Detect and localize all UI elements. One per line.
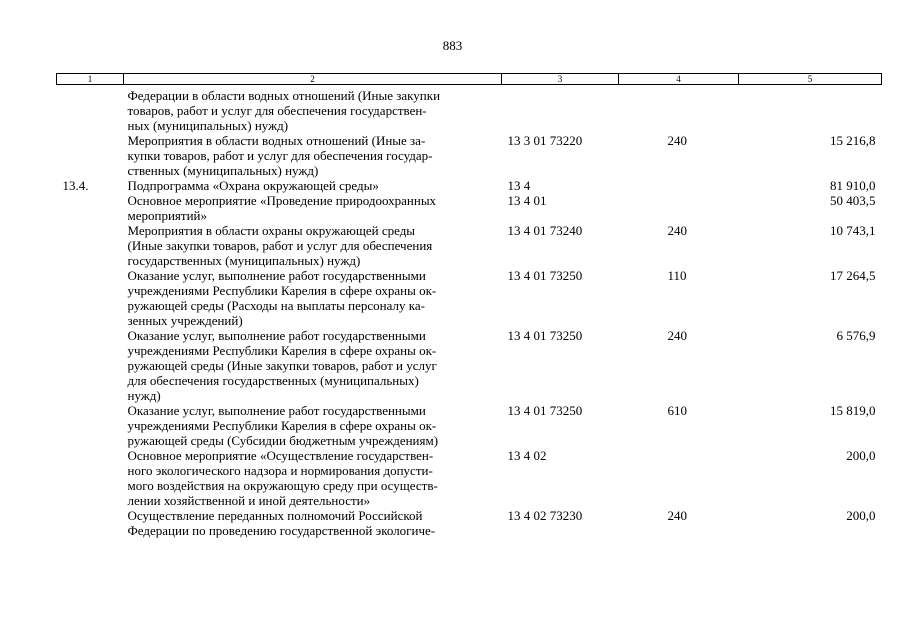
row-name-line: зенных учреждений) <box>127 313 243 328</box>
row-number <box>57 133 124 178</box>
row-expense-type: 110 <box>667 268 687 283</box>
column-header-3: 3 <box>502 74 619 85</box>
row-name <box>124 178 502 193</box>
row-name-line: Основное мероприятие «Проведение природоохранных <box>127 193 437 208</box>
row-number <box>57 448 124 508</box>
row-amount: 50 403,5 <box>830 193 876 208</box>
row-name <box>124 133 502 178</box>
table-row <box>57 133 882 178</box>
row-code: 13 3 01 73220 <box>507 133 583 148</box>
row-name-line: мого воздействия на окружающую среду при осуществ- <box>127 478 438 493</box>
row-name-line: учреждениями Республики Карелия в сфере охраны ок- <box>127 418 437 433</box>
row-name-line: Мероприятия в области водных отношений (Иные за- <box>127 133 426 148</box>
row-name-line: купки товаров, работ и услуг для обеспечения государ- <box>127 148 433 163</box>
row-name-line: лении хозяйственной и иной деятельности» <box>127 493 371 508</box>
row-name <box>124 223 502 268</box>
table-row <box>57 448 882 508</box>
row-name <box>124 403 502 448</box>
row-name-line: ружающей среды (Расходы на выплаты персоналу ка- <box>127 298 425 313</box>
table-row <box>57 193 882 223</box>
row-name-line: ружающей среды (Иные закупки товаров, работ и услуг <box>127 358 437 373</box>
row-expense-type: 240 <box>667 328 687 343</box>
table-row <box>57 403 882 448</box>
row-name-line: Федерации по проведению государственной экологиче- <box>127 523 436 538</box>
row-code: 13 4 02 <box>507 448 547 463</box>
row-name-line: (Иные закупки товаров, работ и услуг для обеспечения <box>127 238 433 253</box>
row-expense-type <box>619 85 739 134</box>
row-number: 13.4. <box>62 178 89 193</box>
row-amount: 81 910,0 <box>830 178 876 193</box>
column-header-2: 2 <box>124 74 502 85</box>
row-name-line: учреждениями Республики Карелия в сфере охраны ок- <box>127 343 437 358</box>
row-name-line: Оказание услуг, выполнение работ государственными <box>127 268 426 283</box>
row-code: 13 4 01 73240 <box>507 223 583 238</box>
row-number <box>57 403 124 448</box>
row-amount: 15 819,0 <box>830 403 876 418</box>
row-expense-type: 240 <box>667 133 687 148</box>
row-name <box>124 268 502 328</box>
row-name <box>124 508 502 538</box>
row-amount: 200,0 <box>846 448 876 463</box>
row-name-line: учреждениями Республики Карелия в сфере охраны ок- <box>127 283 437 298</box>
row-name <box>124 193 502 223</box>
row-name-line: мероприятий» <box>127 208 207 223</box>
row-code: 13 4 02 73230 <box>507 508 583 523</box>
row-name-line: ных (муниципальных) нужд) <box>127 118 289 133</box>
row-code <box>502 85 619 134</box>
row-amount: 15 216,8 <box>830 133 876 148</box>
row-amount: 6 576,9 <box>836 328 876 343</box>
row-number <box>57 85 124 134</box>
column-header-4: 4 <box>619 74 739 85</box>
row-number <box>57 223 124 268</box>
row-name-line: Основное мероприятие «Осуществление государствен- <box>127 448 434 463</box>
column-header-5: 5 <box>739 74 882 85</box>
row-expense-type: 240 <box>667 223 687 238</box>
row-name <box>124 448 502 508</box>
row-name-line: Оказание услуг, выполнение работ государственными <box>127 403 426 418</box>
table-row <box>57 328 882 403</box>
table-row <box>57 268 882 328</box>
row-expense-type <box>619 178 739 193</box>
table-row <box>57 85 882 134</box>
budget-table <box>56 73 882 538</box>
table-row <box>57 508 882 538</box>
row-code: 13 4 <box>507 178 531 193</box>
row-name-line: государственных (муниципальных) нужд) <box>127 253 361 268</box>
row-code: 13 4 01 73250 <box>507 268 583 283</box>
row-expense-type <box>619 448 739 508</box>
row-amount: 10 743,1 <box>830 223 876 238</box>
row-number <box>57 328 124 403</box>
row-code: 13 4 01 73250 <box>507 403 583 418</box>
row-name <box>124 85 502 134</box>
column-header-1: 1 <box>57 74 124 85</box>
page-number: 883 <box>442 38 463 53</box>
row-number <box>57 508 124 538</box>
row-name-line: Федерации в области водных отношений (Иные закупки <box>127 88 441 103</box>
row-name-line: для обеспечения государственных (муниципальных) <box>127 373 419 388</box>
row-name-line: товаров, работ и услуг для обеспечения государствен- <box>127 103 427 118</box>
row-name-line: Подпрограмма «Охрана окружающей среды» <box>127 178 379 193</box>
row-expense-type: 610 <box>667 403 687 418</box>
row-name-line: нужд) <box>127 388 161 403</box>
row-amount <box>739 85 882 134</box>
row-name-line: ственных (муниципальных) нужд) <box>127 163 319 178</box>
table-header <box>57 74 882 85</box>
row-name-line: Осуществление переданных полномочий Российской <box>127 508 423 523</box>
row-name-line: ружающей среды (Субсидии бюджетным учреждениям) <box>127 433 439 448</box>
row-amount: 200,0 <box>846 508 876 523</box>
row-code: 13 4 01 73250 <box>507 328 583 343</box>
table-row <box>57 223 882 268</box>
row-name-line: ного экологического надзора и нормирования допусти- <box>127 463 433 478</box>
row-name-line: Мероприятия в области охраны окружающей среды <box>127 223 416 238</box>
table-body <box>57 85 882 539</box>
row-expense-type: 240 <box>667 508 687 523</box>
header-row <box>57 74 882 85</box>
row-name-line: Оказание услуг, выполнение работ государственными <box>127 328 426 343</box>
row-amount: 17 264,5 <box>830 268 876 283</box>
row-name <box>124 328 502 403</box>
table-row <box>57 178 882 193</box>
row-number <box>57 268 124 328</box>
row-expense-type <box>619 193 739 223</box>
row-number <box>57 193 124 223</box>
row-code: 13 4 01 <box>507 193 547 208</box>
